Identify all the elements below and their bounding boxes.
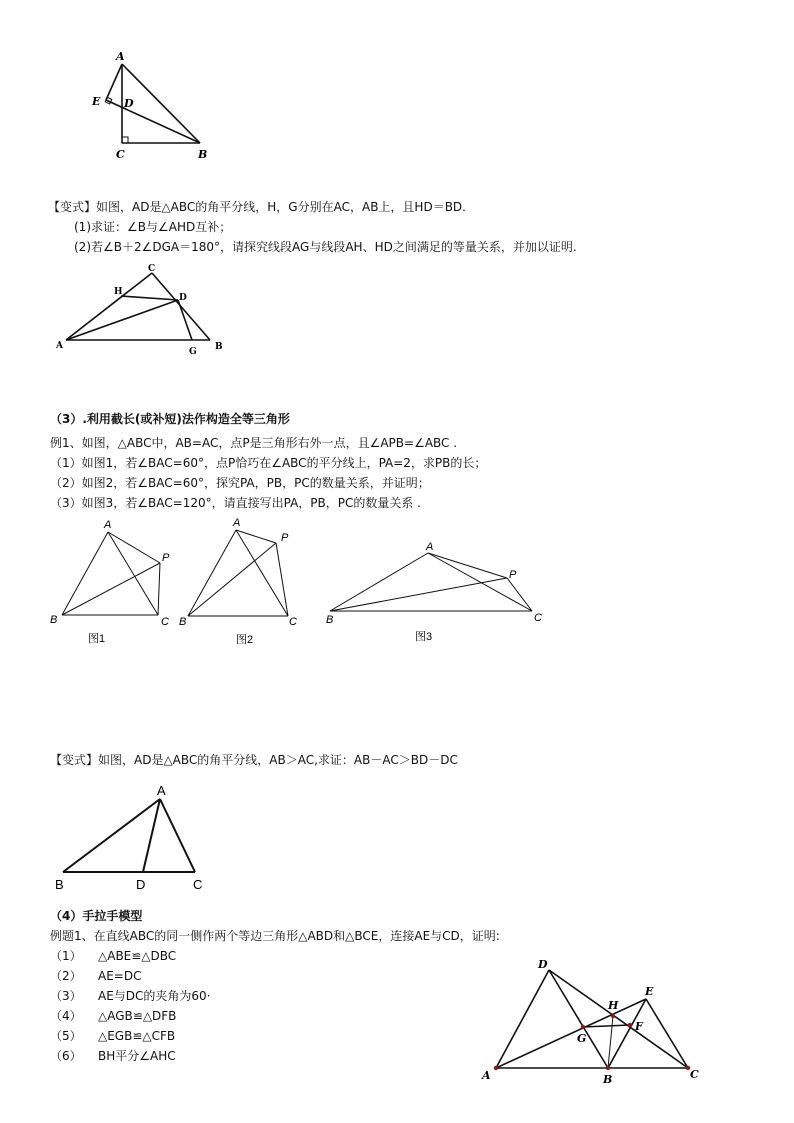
label-a: A: [482, 1069, 491, 1082]
segment-db: [549, 970, 608, 1068]
fig1-label-p: P: [162, 552, 170, 564]
label-e: E: [645, 985, 654, 998]
label-d: D: [124, 97, 134, 110]
segment-dc: [549, 970, 688, 1068]
label-b: B: [603, 1073, 613, 1086]
fig3-label-a: A: [426, 541, 434, 553]
label-h: H: [608, 999, 619, 1012]
point-h-dot: [611, 1014, 615, 1018]
bianshi1-question-2: (2)若∠B＋2∠DGA＝180°，请探究线段AG与线段AH、HD之间满足的等量关系，并加以证明.: [74, 240, 577, 254]
label-c: C: [193, 877, 203, 892]
proof-item-text: △AGB≌△DFB: [98, 1009, 177, 1023]
fig3-caption: 图3: [415, 631, 433, 643]
fig1-label-a: A: [104, 519, 112, 531]
fig3-label-c: C: [534, 612, 542, 624]
fig2-caption: 图2: [236, 634, 254, 646]
label-c: C: [116, 148, 125, 161]
proof-item-text: BH平分∠AHC: [98, 1049, 176, 1063]
segment-ad: [496, 970, 549, 1068]
segment-ae: [496, 999, 646, 1068]
example-1-question-1: （1）如图1，若∠BAC=60°，点P恰巧在∠ABC的平分线上，PA=2，求PB的长；: [50, 456, 487, 470]
proof-item-number: （3）: [50, 989, 82, 1003]
label-c: C: [148, 264, 156, 274]
label-b: B: [55, 877, 64, 892]
proof-item-text: AE=DC: [98, 969, 142, 983]
proof-item-text: △EGB≌△CFB: [98, 1029, 176, 1043]
fig3-label-b: B: [326, 614, 334, 626]
fig2-label-b: B: [179, 616, 187, 628]
example-1-intro: 例1、如图，△ABC中，AB=AC，点P是三角形右外一点，且∠APB=∠ABC .: [50, 436, 458, 450]
fig3-label-p: P: [509, 569, 517, 581]
label-f: F: [635, 1020, 643, 1033]
fig1-label-b: B: [50, 614, 58, 626]
point-a-dot: [494, 1066, 498, 1070]
section-4-title: （4）手拉手模型: [50, 909, 143, 923]
label-a: A: [116, 50, 125, 63]
proof-item-number: （5）: [50, 1029, 82, 1043]
label-b: B: [198, 148, 208, 161]
proof-item-text: AE与DC的夹角为60·: [98, 989, 211, 1003]
example-1-question-2: （2）如图2，若∠BAC=60°，探究PA，PB，PC的数量关系，并证明；: [50, 476, 430, 490]
label-d: D: [538, 958, 548, 971]
section-3-title: （3）.利用截长(或补短)法作构造全等三角形: [50, 412, 290, 426]
segment-ec: [646, 999, 688, 1068]
label-g: G: [577, 1032, 587, 1045]
label-e: E: [92, 95, 101, 108]
proof-item-number: （2）: [50, 969, 82, 983]
label-d: D: [179, 293, 187, 303]
label-a: A: [56, 341, 63, 351]
label-h: H: [114, 287, 123, 297]
bianshi1-question-1: (1)求证：∠B与∠AHD互补；: [74, 220, 232, 234]
fig2-label-a: A: [233, 517, 241, 529]
label-g: G: [189, 347, 197, 357]
fig2-label-p: P: [281, 532, 289, 544]
fig1-label-c: C: [161, 616, 169, 628]
fig1-caption: 图1: [88, 633, 106, 645]
proof-item-number: （6）: [50, 1049, 82, 1063]
proof-item-text: △ABE≌△DBC: [98, 949, 177, 963]
proof-item-number: （4）: [50, 1009, 82, 1023]
bianshi2-title: 【变式】如图，AD是△ABC的角平分线，AB＞AC,求证：AB－AC＞BD－DC: [50, 753, 458, 767]
bianshi1-title: 【变式】如图，AD是△ABC的角平分线，H，G分别在AC，AB上，且HD＝BD.: [48, 200, 466, 214]
point-g-dot: [581, 1025, 585, 1029]
hand-example-intro: 例题1、在直线ABC的同一侧作两个等边三角形△ABD和△BCE，连接AE与CD，证明:: [50, 929, 500, 943]
label-b: B: [215, 342, 223, 352]
label-a: A: [157, 783, 166, 798]
example-1-question-3: （3）如图3，若∠BAC=120°，请直接写出PA，PB，PC的数量关系 .: [50, 496, 421, 510]
label-d: D: [136, 877, 146, 892]
proof-item-number: （1）: [50, 949, 82, 963]
point-f-dot: [628, 1023, 632, 1027]
point-b-dot: [606, 1066, 610, 1070]
label-c: C: [690, 1068, 699, 1081]
fig2-label-c: C: [289, 616, 297, 628]
